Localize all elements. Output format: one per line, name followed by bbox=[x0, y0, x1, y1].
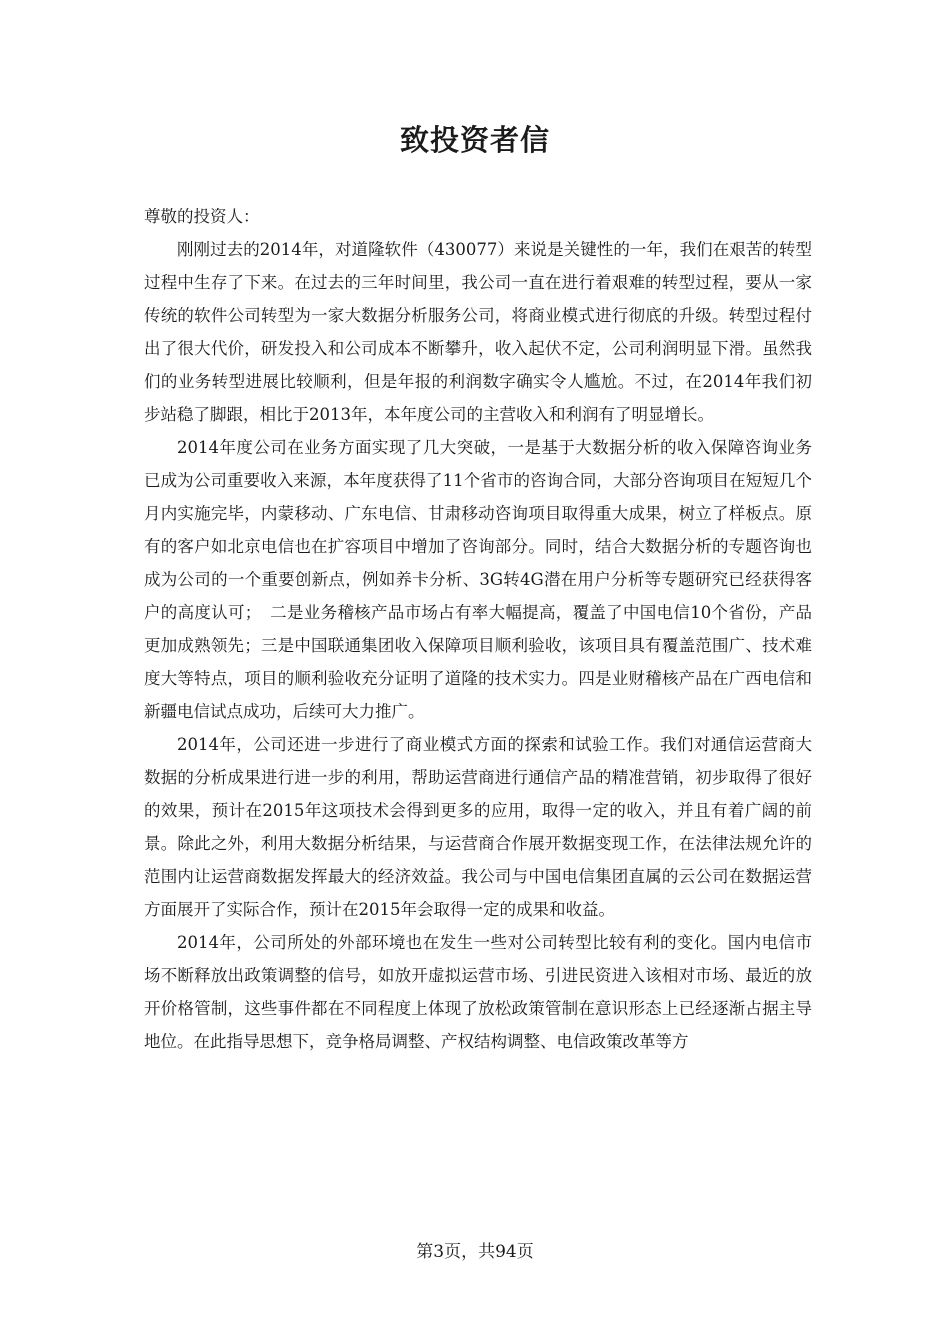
paragraph-3: 2014年，公司还进一步进行了商业模式方面的探索和试验工作。我们对通信运营商大数据的分析成果进行进一步的利用，帮助运营商进行通信产品的精准营销，初步取得了很好的效果，预计在2015年这项技术会得到更多的应用，取得一定的收入，并且有着广阔的前景。除此之外，利用大数据分析结果，与运营商合作展开数据变现工作，在法律法规允许的范围内让运营商数据发挥最大的经济效益。我公司与中国电信集团直属的云公司在数据运营方面展开了实际合作，预计在2015年会取得一定的成果和收益。 bbox=[144, 735, 812, 919]
page-footer: 第3页，共94页 bbox=[416, 1242, 534, 1262]
salutation: 尊敬的投资人： bbox=[144, 207, 260, 226]
document-title: 致投资者信 bbox=[399, 123, 550, 157]
document-body bbox=[144, 200, 812, 1058]
paragraph-4: 2014年，公司所处的外部环境也在发生一些对公司转型比较有利的变化。国内电信市场不断释放出政策调整的信号，如放开虚拟运营市场、引进民资进入该相对市场、最近的放开价格管制，这些事件都在不同程度上体现了放松政策管制在意识形态上已经逐渐占据主导地位。在此指导思想下，竞争格局调整、产权结构调整、电信政策改革等方 bbox=[144, 933, 812, 1051]
paragraph-2: 2014年度公司在业务方面实现了几大突破，一是基于大数据分析的收入保障咨询业务已成为公司重要收入来源，本年度获得了11个省市的咨询合同，大部分咨询项目在短短几个月内实施完毕，内蒙移动、广东电信、甘肃移动咨询项目取得重大成果，树立了样板点。原有的客户如北京电信也在扩容项目中增加了咨询部分。同时，结合大数据分析的专题咨询也成为公司的一个重要创新点，例如养卡分析、3G转4G潜在用户分析等专题研究已经获得客户的高度认可； 二是业务稽核产品市场占有率大幅提高，覆盖了中国电信10个省份，产品更加成熟领先；三是中国联通集团收入保障项目顺利验收，该项目具有覆盖范围广、技术难度大等特点，项目的顺利验收充分证明了道隆的技术实力。四是业财稽核产品在广西电信和新疆电信试点成功，后续可大力推广。 bbox=[144, 438, 812, 721]
paragraph-1: 刚刚过去的2014年，对道隆软件（430077）来说是关键性的一年，我们在艰苦的转型过程中生存了下来。在过去的三年时间里，我公司一直在进行着艰难的转型过程，要从一家传统的软件公司转型为一家大数据分析服务公司，将商业模式进行彻底的升级。转型过程付出了很大代价，研发投入和公司成本不断攀升，收入起伏不定，公司利润明显下滑。虽然我们的业务转型进展比较顺利，但是年报的利润数字确实令人尴尬。不过，在2014年我们初步站稳了脚跟，相比于2013年，本年度公司的主营收入和利润有了明显增长。 bbox=[144, 240, 812, 424]
